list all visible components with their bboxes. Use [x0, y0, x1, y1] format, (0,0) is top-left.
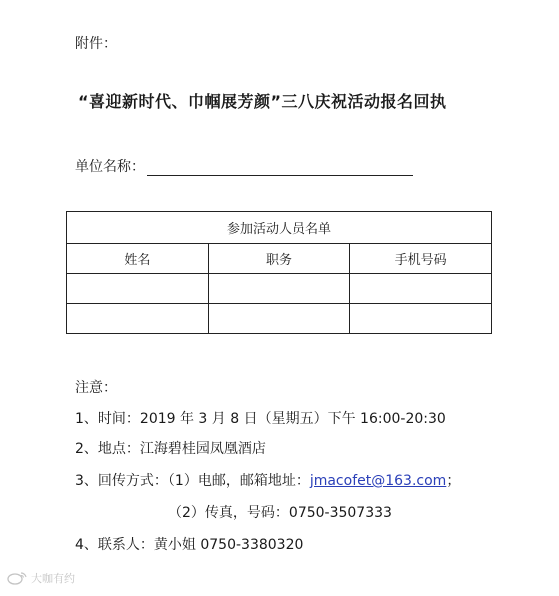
document-title: “喜迎新时代、巾帼展芳颜”三八庆祝活动报名回执: [78, 92, 447, 111]
note-fax: （2）传真，号码：0750-3507333: [168, 505, 392, 521]
watermark: [6, 570, 75, 586]
weibo-logo-icon: [6, 571, 28, 585]
column-header-position: 职务: [208, 244, 350, 274]
notes-heading: 注意：: [75, 380, 117, 396]
note-time: 1、时间：2019 年 3 月 8 日（星期五）下午 16:00-20:30: [75, 411, 446, 427]
note-return-method-suffix: ；: [446, 473, 461, 489]
table-cell-name[interactable]: [67, 304, 209, 334]
note-return-method: [75, 470, 460, 490]
table-cell-phone[interactable]: [350, 304, 492, 334]
column-header-phone: 手机号码: [350, 244, 492, 274]
table-cell-name[interactable]: [67, 274, 209, 304]
watermark-text: 大咖有约: [31, 572, 75, 585]
note-contact: 4、联系人：黄小姐 0750-3380320: [75, 537, 304, 553]
participant-table: [66, 211, 492, 334]
table-row: [67, 274, 492, 304]
table-row: [67, 304, 492, 334]
column-header-name: 姓名: [67, 244, 209, 274]
attachment-label: 附件：: [75, 36, 117, 52]
table-cell-position[interactable]: [208, 304, 350, 334]
email-link[interactable]: jmacofet@163.com: [309, 473, 447, 489]
table-caption: 参加活动人员名单: [67, 212, 492, 244]
unit-name-row: [75, 156, 413, 176]
note-location: 2、地点：江海碧桂园凤凰酒店: [75, 441, 266, 457]
unit-name-label: 单位名称：: [75, 159, 145, 175]
table-cell-position[interactable]: [208, 274, 350, 304]
note-return-method-text: 3、回传方式：（1）电邮，邮箱地址：: [75, 473, 310, 489]
table-cell-phone[interactable]: [350, 274, 492, 304]
unit-name-blank-line[interactable]: [147, 160, 413, 176]
